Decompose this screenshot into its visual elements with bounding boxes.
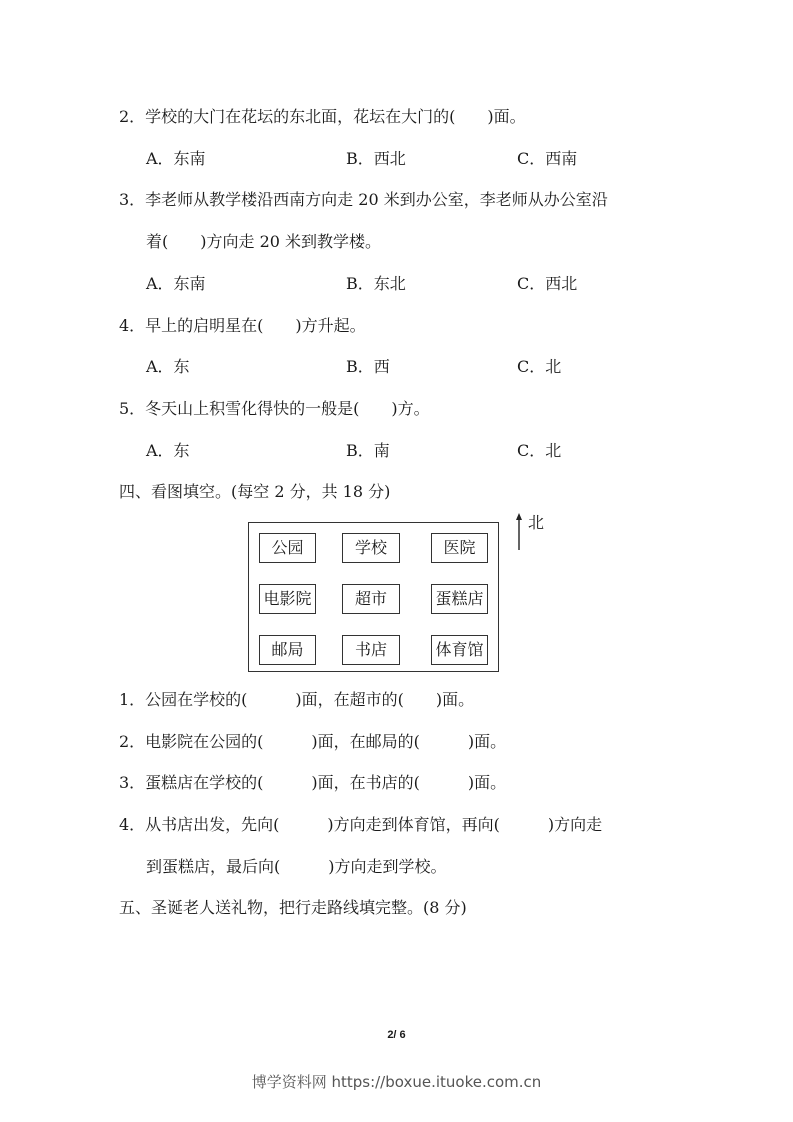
question-text: 3．李老师从教学楼沿西南方向走 20 米到办公室，李老师从办公室沿 bbox=[119, 190, 608, 209]
fill-item-4-cont: 到蛋糕店，最后向( )方向走到学校。 bbox=[146, 857, 447, 876]
map-cell-supermarket: 超市 bbox=[342, 584, 400, 614]
option-b: B．西 bbox=[346, 357, 390, 376]
option-c: C．北 bbox=[517, 441, 562, 460]
map-cell-park: 公园 bbox=[259, 533, 316, 563]
page-number: 2/ 6 bbox=[387, 1029, 406, 1041]
question-text: 4．早上的启明星在( )方升起。 bbox=[119, 316, 366, 335]
fill-item-1: 1．公园在学校的( )面，在超市的( )面。 bbox=[119, 690, 475, 709]
map-cell-hospital: 医院 bbox=[431, 533, 488, 563]
map-cell-cake-shop: 蛋糕店 bbox=[431, 584, 488, 614]
fill-item-2: 2．电影院在公园的( )面，在邮局的( )面。 bbox=[119, 732, 507, 751]
fill-item-4: 4．从书店出发，先向( )方向走到体育馆，再向( )方向走 bbox=[119, 815, 603, 834]
option-b: B．南 bbox=[346, 441, 390, 460]
north-arrow-icon bbox=[513, 513, 525, 551]
option-a: A．东 bbox=[146, 441, 190, 460]
option-a: A．东南 bbox=[146, 274, 206, 293]
question-text: 5．冬天山上积雪化得快的一般是( )方。 bbox=[119, 399, 430, 418]
map-cell-school: 学校 bbox=[342, 533, 400, 563]
question-text: 2．学校的大门在花坛的东北面，花坛在大门的( )面。 bbox=[119, 107, 526, 126]
option-b: B．东北 bbox=[346, 274, 406, 293]
option-c: C．西南 bbox=[517, 149, 578, 168]
fill-item-3: 3．蛋糕店在学校的( )面，在书店的( )面。 bbox=[119, 773, 507, 792]
map-cell-post-office: 邮局 bbox=[259, 635, 316, 665]
direction-map bbox=[248, 522, 499, 672]
map-cell-gym: 体育馆 bbox=[431, 635, 488, 665]
option-b: B．西北 bbox=[346, 149, 406, 168]
option-c: C．西北 bbox=[517, 274, 578, 293]
north-label: 北 bbox=[528, 513, 545, 532]
map-cell-cinema: 电影院 bbox=[259, 584, 316, 614]
section-5-title: 五、圣诞老人送礼物，把行走路线填完整。(8 分) bbox=[119, 898, 467, 917]
map-cell-bookstore: 书店 bbox=[342, 635, 400, 665]
north-indicator bbox=[513, 513, 553, 553]
footer-watermark: 博学资料网 https://boxue.ituoke.com.cn bbox=[251, 1073, 542, 1091]
section-4-title: 四、看图填空。(每空 2 分，共 18 分) bbox=[119, 482, 391, 501]
option-c: C．北 bbox=[517, 357, 562, 376]
question-text-cont: 着( )方向走 20 米到教学楼。 bbox=[146, 232, 382, 251]
option-a: A．东 bbox=[146, 357, 190, 376]
option-a: A．东南 bbox=[146, 149, 206, 168]
